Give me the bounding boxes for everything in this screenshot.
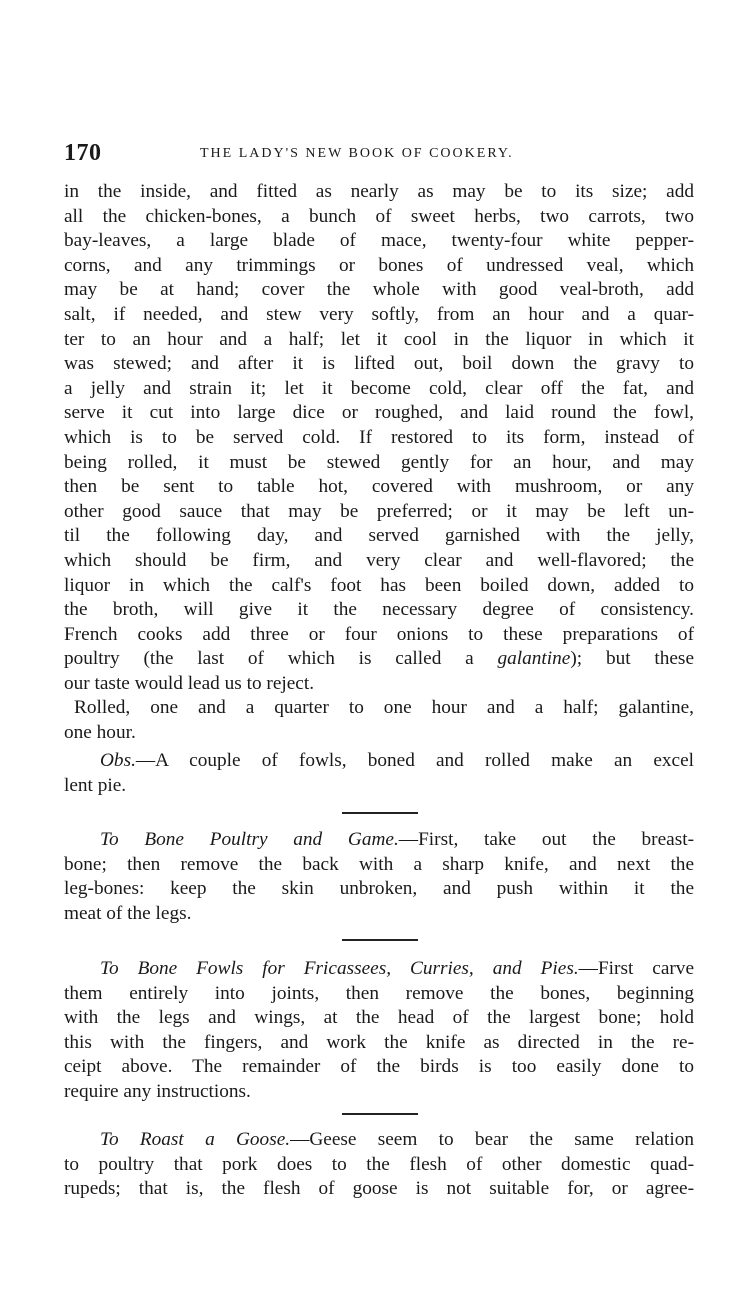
text-line: [64, 957, 694, 982]
text-line: corns, and any trimmings or bones of undressed veal, which: [64, 254, 694, 276]
text-fragment: —First carve: [578, 958, 695, 979]
text-line: bone; then remove the back with a sharp knife, and next the: [64, 853, 694, 875]
text-line: [64, 647, 694, 672]
italic-term: galantine: [497, 648, 571, 670]
text-fragment: —Geese seem to bear the same relation: [290, 1129, 694, 1150]
text-line: ceipt above. The remainder of the birds is too easily done to: [64, 1056, 694, 1078]
text-line: to poultry that pork does to the flesh of other domestic quad-: [64, 1153, 694, 1175]
text-line: other good sauce that may be preferred; or it may be left un-: [64, 500, 694, 522]
recipe-roast-goose: [64, 1128, 694, 1202]
text-line: this with the fingers, and work the knife as directed in the re-: [64, 1031, 694, 1053]
text-line: til the following day, and served garnished with the jelly,: [64, 525, 694, 547]
text-fragment: —First, take out the breast-: [398, 829, 694, 850]
text-line: ter to an hour and a half; let it cool in the liquor in which it: [64, 328, 694, 350]
text-line: the broth, will give it the necessary degree of consistency.: [64, 599, 694, 621]
text-line: our taste would lead us to reject.: [64, 672, 315, 694]
text-line: with the legs and wings, at the head of the largest bone; hold: [64, 1007, 694, 1029]
text-fragment: ); but these: [570, 648, 694, 670]
section-rule: [342, 939, 418, 941]
text-line: [64, 828, 694, 853]
text-line: require any instructions.: [64, 1080, 251, 1102]
text-line: a jelly and strain it; let it become cold, clear off the fat, and: [64, 377, 694, 399]
recipe-title: To Bone Poultry and Game.: [100, 829, 399, 850]
text-line: leg-bones: keep the skin unbroken, and push within it the: [64, 878, 694, 900]
page-number: 170: [64, 140, 102, 166]
text-line: serve it cut into large dice or roughed, and laid round the fowl,: [64, 402, 694, 424]
text-line: which should be firm, and very clear and well-flavored; the: [64, 549, 694, 571]
text-line: then be sent to table hot, covered with mushroom, or any: [64, 476, 694, 498]
recipe-bone-fowls: [64, 957, 694, 1105]
recipe-title: To Roast a Goose.: [100, 1129, 291, 1150]
text-line: liquor in which the calf's foot has been boiled down, added to: [64, 574, 694, 596]
text-line: bay-leaves, a large blade of mace, twenty-four white pepper-: [64, 230, 694, 252]
paragraph-continuation: [64, 180, 694, 746]
running-head: THE LADY'S NEW BOOK OF COOKERY.: [200, 146, 514, 161]
text-line: was stewed; and after it is lifted out, boil down the gravy to: [64, 353, 694, 375]
text-line: lent pie.: [64, 774, 127, 796]
observation-note: [64, 749, 694, 798]
text-fragment: poultry (the last of which is called a: [64, 648, 498, 670]
section-rule: [342, 1113, 418, 1115]
text-line: salt, if needed, and stew very softly, from an hour and a quar-: [64, 303, 694, 325]
obs-label: Obs.: [100, 750, 136, 771]
page-header: [64, 140, 696, 170]
text-line: them entirely into joints, then remove the bones, beginning: [64, 982, 694, 1004]
text-fragment: —A couple of fowls, boned and rolled make an excel: [135, 750, 694, 771]
text-line: being rolled, it must be stewed gently for an hour, and may: [64, 451, 694, 473]
text-line: meat of the legs.: [64, 902, 192, 924]
text-line: French cooks add three or four onions to these preparations of: [64, 623, 694, 645]
timing-line: one hour.: [64, 722, 136, 744]
text-line: [64, 749, 694, 774]
text-line: [64, 1128, 694, 1153]
text-line: which is to be served cold. If restored to its form, instead of: [64, 426, 694, 448]
text-line: rupeds; that is, the flesh of goose is not suitable for, or agree-: [64, 1178, 694, 1200]
section-rule: [342, 812, 418, 814]
recipe-title: To Bone Fowls for Fricassees, Curries, and Pies.: [100, 958, 579, 979]
text-line: in the inside, and fitted as nearly as may be to its size; add: [64, 181, 694, 202]
text-line: may be at hand; cover the whole with good veal-broth, add: [64, 279, 694, 301]
timing-line: Rolled, one and a quarter to one hour and a half; galantine,: [74, 697, 694, 719]
recipe-bone-poultry: [64, 828, 694, 926]
text-line: all the chicken-bones, a bunch of sweet herbs, two carrots, two: [64, 205, 694, 227]
